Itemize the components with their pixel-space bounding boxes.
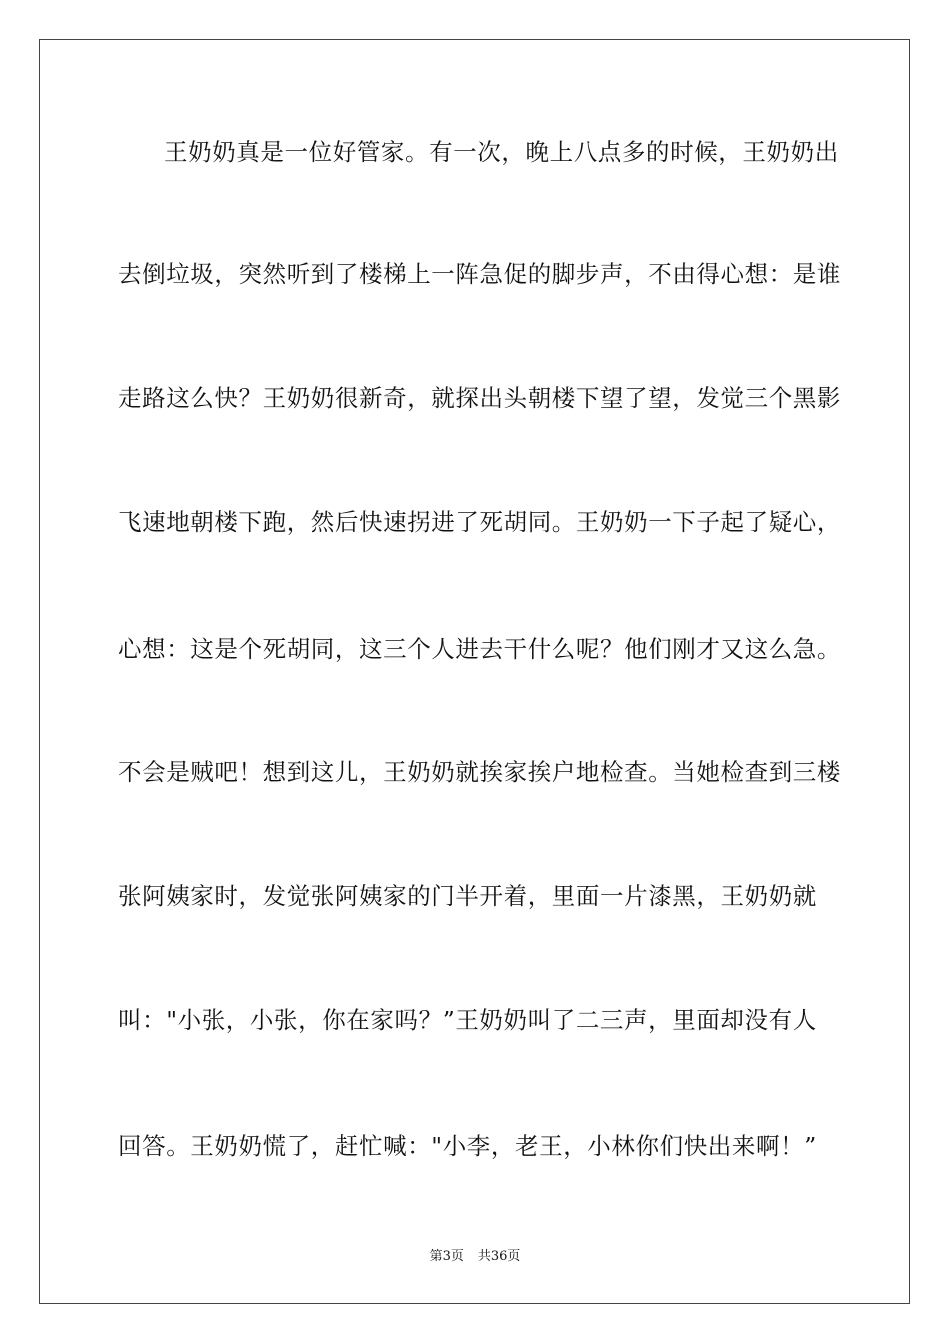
text-line-8: 叫："小张，小张，你在家吗？”王奶奶叫了二三声，里面却没有人 bbox=[118, 1006, 817, 1034]
page-total: 共36页 bbox=[477, 1249, 521, 1264]
page-number: 第3页 bbox=[429, 1249, 464, 1264]
text-line-3: 走路这么快？王奶奶很新奇，就探出头朝楼下望了望，发觉三个黑影 bbox=[118, 384, 841, 412]
page-border bbox=[39, 39, 910, 1304]
text-line-4: 飞速地朝楼下跑，然后快速拐进了死胡同。王奶奶一下子起了疑心， bbox=[118, 508, 841, 536]
text-line-5: 心想：这是个死胡同，这三个人进去干什么呢？他们刚才又这么急。 bbox=[118, 635, 841, 663]
text-line-6: 不会是贼吧！想到这儿，王奶奶就挨家挨户地检查。当她检查到三楼 bbox=[118, 758, 841, 786]
page-footer bbox=[0, 1248, 950, 1266]
text-line-9: 回答。王奶奶慌了，赶忙喊："小李，老王，小林你们快出来啊！” bbox=[118, 1132, 817, 1160]
text-line-7: 张阿姨家时，发觉张阿姨家的门半开着，里面一片漆黑，王奶奶就 bbox=[118, 882, 817, 910]
text-line-1: 王奶奶真是一位好管家。有一次，晚上八点多的时候，王奶奶出 bbox=[164, 138, 839, 166]
text-line-2: 去倒垃圾，突然听到了楼梯上一阵急促的脚步声，不由得心想：是谁 bbox=[118, 260, 841, 288]
